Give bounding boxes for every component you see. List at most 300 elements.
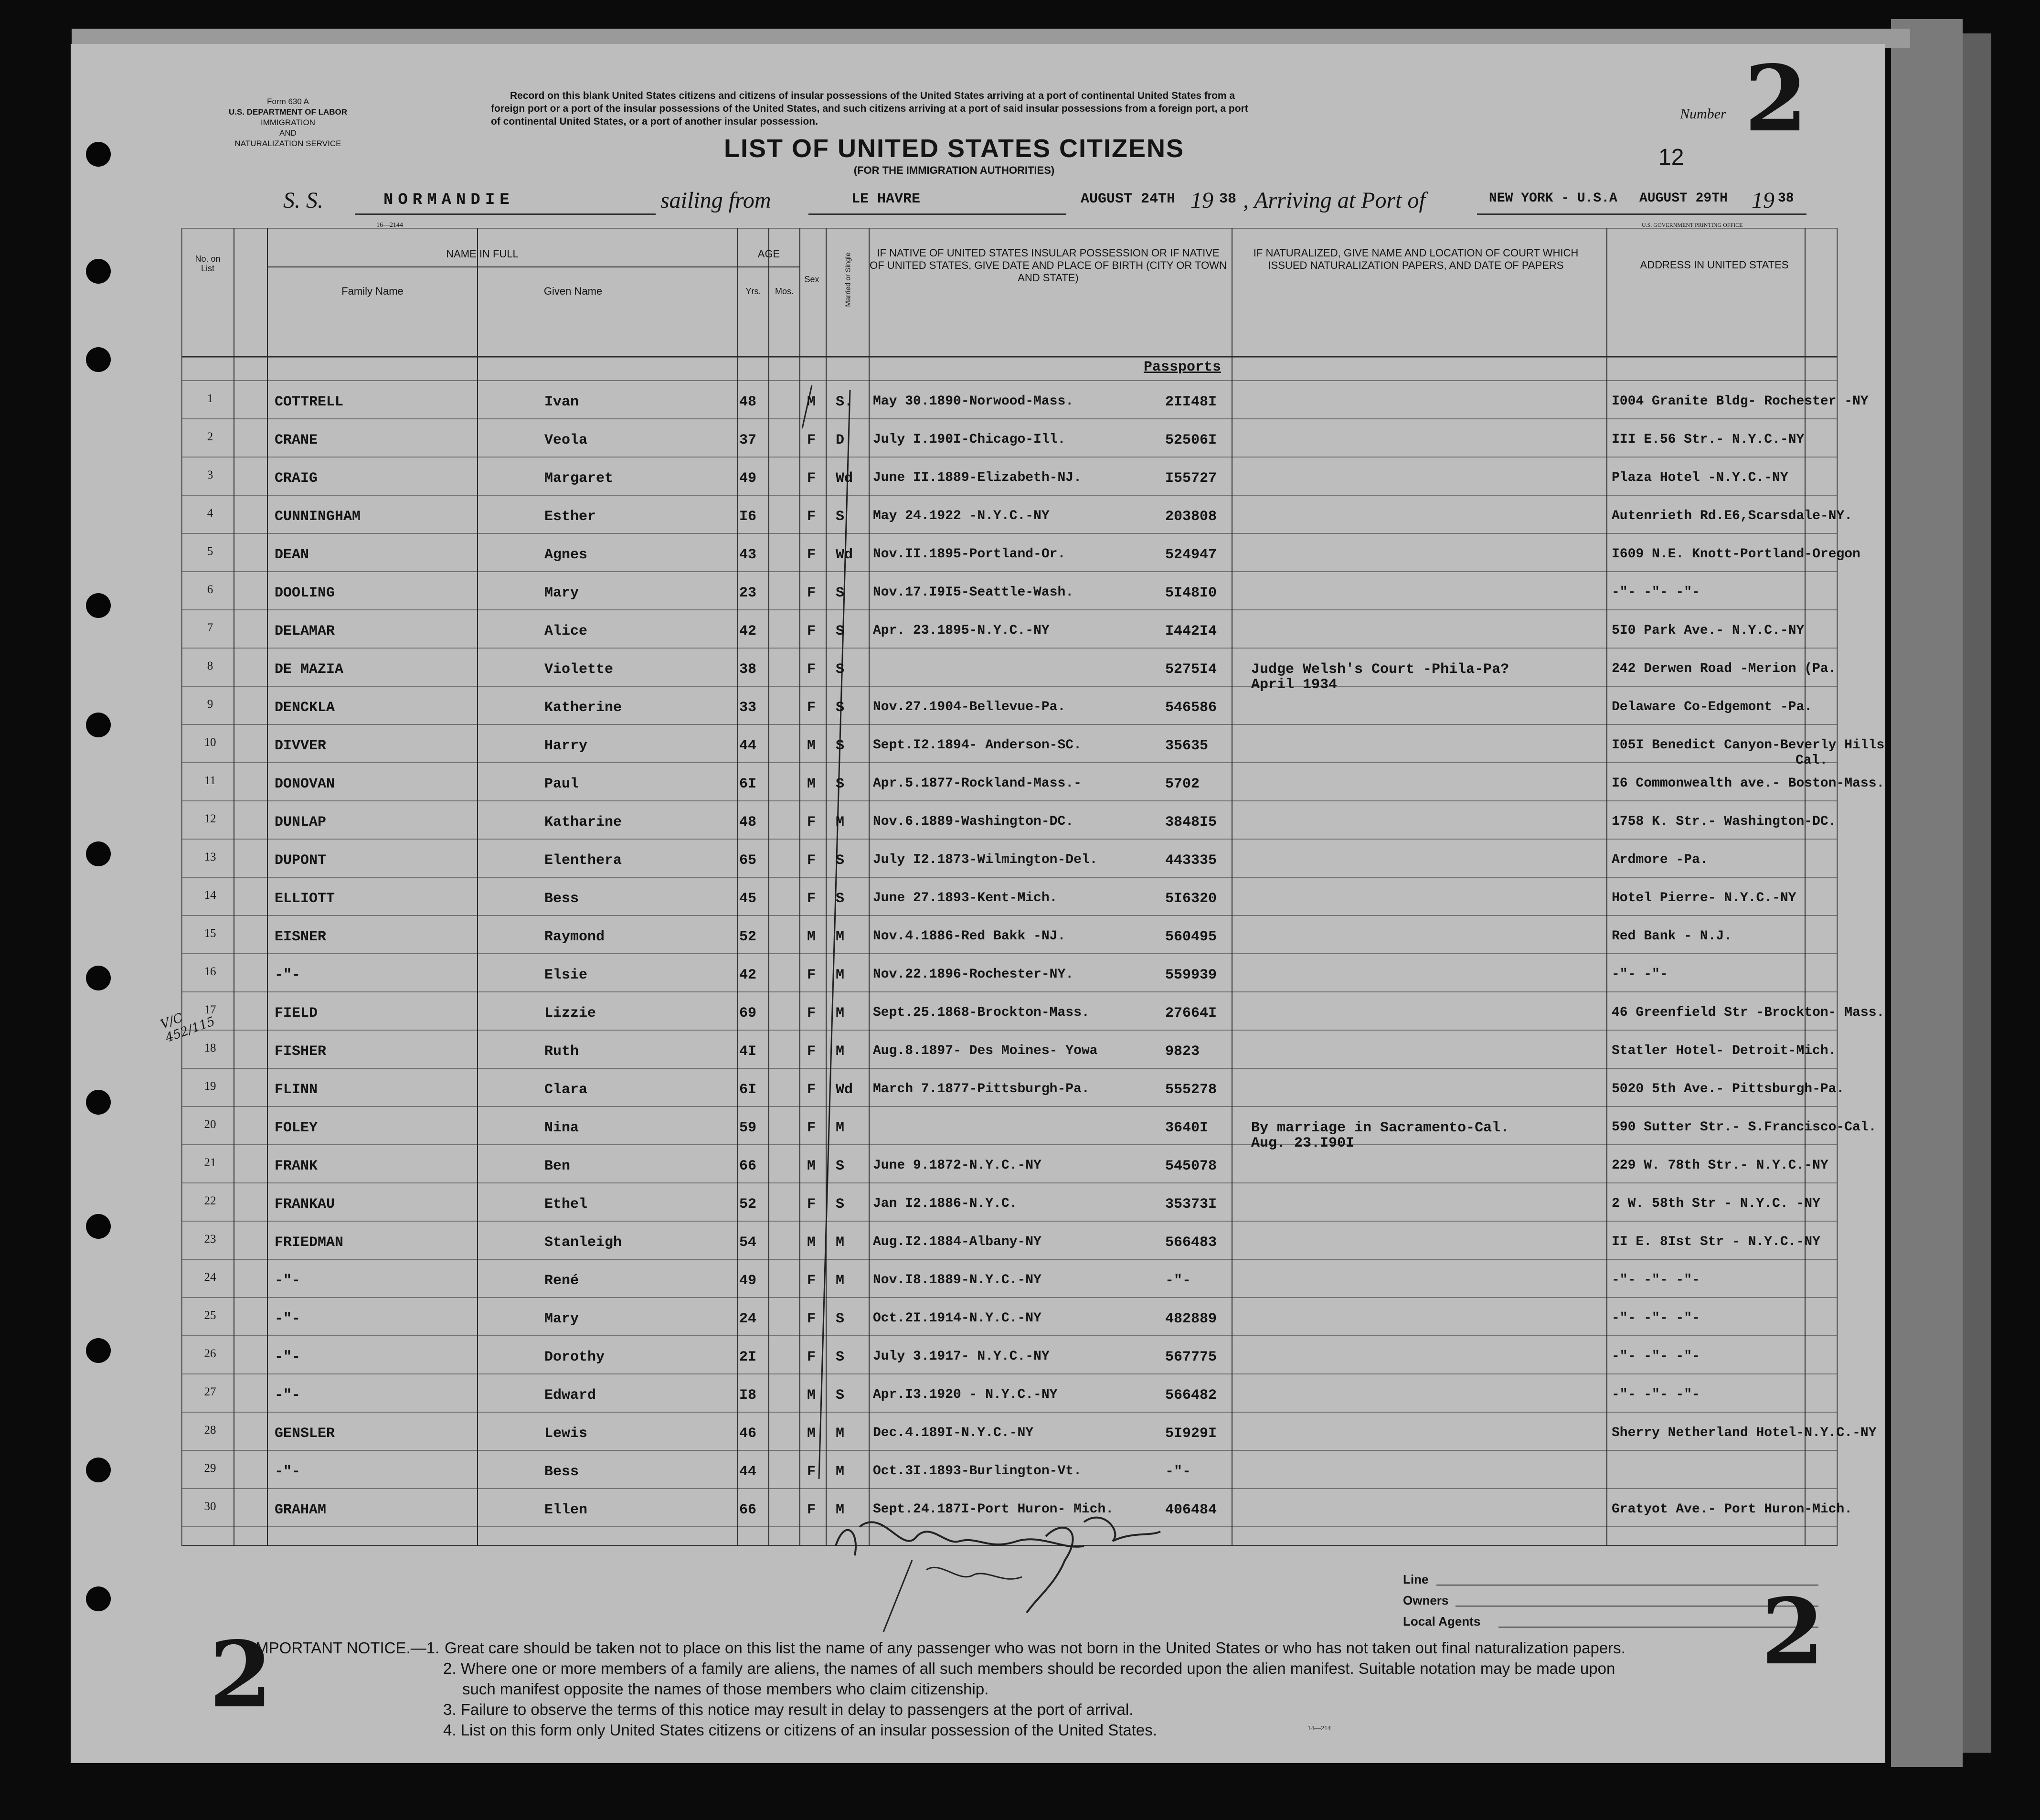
notice-big-number-right: 2 [1761,1578,1825,1685]
marital-status: Wd [836,1082,853,1098]
header-no: No. on List [195,254,221,273]
sex: M [807,1235,816,1251]
marital-status: D [836,432,845,448]
age-years: 48 [739,814,757,830]
printer-code-left: 16—2144 [376,222,403,229]
row-number: 15 [204,927,216,940]
marital-status: S [836,585,845,601]
passport-number: 52506I [1165,432,1217,448]
passport-number: 203808 [1165,509,1217,525]
local-agents-label: Local Agents [1403,1614,1481,1628]
arrival-port: NEW YORK - U.S.A [1489,191,1617,206]
family-name: -"- [275,1311,301,1327]
footer-code: 14—214 [1307,1725,1331,1732]
age-years: 44 [739,738,757,754]
sex: F [807,967,816,983]
document-page [71,44,1885,1763]
row-number: 9 [207,698,213,711]
given-name: Esther [544,509,596,525]
arrival-date: AUGUST 29TH [1639,191,1728,206]
birth-info: Sept.24.187I-Port Huron- Mich. [873,1502,1114,1517]
given-name: Bess [544,891,579,907]
age-years: 66 [739,1158,757,1174]
table-grid [181,228,1838,1546]
given-name: Dorothy [544,1349,605,1365]
sex: F [807,700,816,716]
binding-hole [86,966,111,990]
family-name: EISNER [275,929,327,945]
given-name: Clara [544,1082,588,1098]
us-address: 1758 K. Str.- Washington-DC. [1612,814,1837,829]
us-address: Autenrieth Rd.E6,Scarsdale-NY. [1612,509,1853,523]
family-name: ELLIOTT [275,891,335,907]
voyage-line [283,187,1859,221]
binding-hole [86,1458,111,1482]
birth-info: June II.1889-Elizabeth-NJ. [873,470,1082,485]
us-address: 5020 5th Ave.- Pittsburgh-Pa. [1612,1082,1845,1096]
us-address: Statler Hotel- Detroit-Mich. [1612,1043,1837,1058]
row-number: 29 [204,1462,216,1475]
us-address: 5I0 Park Ave.- N.Y.C.-NY [1612,623,1805,638]
marital-status: S [836,891,845,907]
sex: F [807,852,816,869]
us-address: I004 Granite Bldg- Rochester -NY [1612,394,1869,409]
given-name: Elsie [544,967,588,983]
binding-hole [86,593,111,618]
naturalization-date: April 1934 [1251,677,1338,693]
given-name: Mary [544,1311,579,1327]
us-address: Gratyot Ave.- Port Huron-Mich. [1612,1502,1853,1517]
marital-status: S [836,1349,845,1365]
sex: M [807,776,816,792]
row-number: 7 [207,621,213,634]
us-address: III E.56 Str.- N.Y.C.-NY [1612,432,1805,447]
departure-year-prefix: 19 [1190,188,1213,213]
family-name: -"- [275,1387,301,1404]
us-address: -"- -"- -"- [1612,1311,1700,1326]
row-number: 13 [204,851,216,863]
given-name: Ellen [544,1502,588,1518]
us-address: II E. 8Ist Str - N.Y.C.-NY [1612,1235,1820,1249]
given-name: Veola [544,432,588,448]
family-name: FRIEDMAN [275,1235,344,1251]
sex: F [807,623,816,639]
us-address: -"- -"- -"- [1612,585,1700,600]
given-name: Agnes [544,547,588,563]
birth-info: Aug.8.1897- Des Moines- Yowa [873,1043,1098,1058]
port-underline [1477,213,1806,215]
marital-status: M [836,1235,845,1251]
owners-label: Owners [1403,1593,1449,1607]
us-address: 229 W. 78th Str.- N.Y.C.-NY [1612,1158,1828,1173]
marital-status: S [836,738,845,754]
family-name: DEAN [275,547,309,563]
marital-status: S [836,1311,845,1327]
passport-number: I55727 [1165,470,1217,487]
arrival-year-prefix: 19 [1752,188,1774,213]
row-number: 10 [204,736,216,749]
row-number: 20 [204,1118,216,1131]
passport-number: 566482 [1165,1387,1217,1404]
binding-hole [86,142,111,167]
age-years: 46 [739,1426,757,1442]
row-number: 26 [204,1347,216,1360]
birth-info: Nov.I8.1889-N.Y.C.-NY [873,1273,1041,1288]
us-address: -"- -"- -"- [1612,1273,1700,1288]
margin-note: V/C 452/115 [159,1011,217,1045]
sex: M [807,738,816,754]
family-name: CRANE [275,432,318,448]
binding-hole [86,1214,111,1239]
birth-info: Jan I2.1886-N.Y.C. [873,1196,1018,1211]
sex: F [807,1005,816,1022]
marital-status: S. [836,394,853,410]
age-years: 4I [739,1043,757,1060]
row-number: 16 [204,965,216,978]
header-married: Married or Single [844,252,852,307]
marital-status: S [836,700,845,716]
marital-status: S [836,1196,845,1213]
passport-number: 2II48I [1165,394,1217,410]
us-address: Sherry Netherland Hotel-N.Y.C.-NY [1612,1426,1877,1440]
sex: F [807,1082,816,1098]
sex: M [807,1387,816,1404]
sex: F [807,470,816,487]
marital-status: M [836,814,845,830]
family-name: FOLEY [275,1120,318,1136]
binding-hole [86,1586,111,1611]
age-years: 44 [739,1464,757,1480]
family-name: DUPONT [275,852,327,869]
us-address: I609 N.E. Knott-Portland-Oregon [1612,547,1860,562]
given-name: René [544,1273,579,1289]
marital-status: S [836,509,845,525]
birth-info: Oct.3I.1893-Burlington-Vt. [873,1464,1082,1479]
sailing-label: sailing from [660,188,771,213]
naturalization-info: By marriage in Sacramento-Cal. [1251,1120,1509,1136]
form-dept: U.S. DEPARTMENT OF LABOR [228,107,348,117]
age-years: 24 [739,1311,757,1327]
family-name: DIVVER [275,738,327,754]
passenger-table [159,228,1885,1546]
passport-number: 524947 [1165,547,1217,563]
passport-number: -"- [1165,1464,1191,1480]
passport-number: 35373I [1165,1196,1217,1213]
age-years: 49 [739,1273,757,1289]
birth-info: March 7.1877-Pittsburgh-Pa. [873,1082,1090,1096]
handwritten-signature [817,1489,1246,1632]
sailing-from: LE HAVRE [851,191,921,207]
passport-number: 559939 [1165,967,1217,983]
sex: F [807,1273,816,1289]
row-number: 4 [207,507,213,520]
given-name: Harry [544,738,588,754]
sex: M [807,1158,816,1174]
marital-status: M [836,1043,845,1060]
row-number: 17 [204,1003,216,1016]
form-instructions [491,89,1666,128]
age-years: 6I [739,1082,757,1098]
us-address: I05I Benedict Canyon-Beverly Hills [1612,738,1885,753]
family-name: FISHER [275,1043,327,1060]
row-number: 5 [207,545,213,558]
binding-hole [86,259,111,284]
family-name: DOOLING [275,585,335,601]
passports-heading: Passports [1144,359,1222,375]
row-number: 28 [204,1424,216,1437]
sex: F [807,1502,816,1518]
us-address: -"- -"- [1612,967,1668,982]
notice-big-number-left: 2 [209,1621,273,1728]
row-number: 8 [207,660,213,672]
marital-status: S [836,776,845,792]
family-name: DUNLAP [275,814,327,830]
family-name: CRAIG [275,470,318,487]
arriving-label: , Arriving at Port of [1243,188,1425,213]
passport-number: 443335 [1165,852,1217,869]
age-years: 23 [739,585,757,601]
naturalization-date: Aug. 23.I90I [1251,1135,1355,1151]
header-address: ADDRESS IN UNITED STATES [1640,259,1789,271]
family-name: DELAMAR [275,623,335,639]
sex: F [807,1043,816,1060]
passport-number: 9823 [1165,1043,1200,1060]
instruction-line-1: Record on this blank United States citizens and citizens of insular possessions of the United States arriving at a port of continental United States from a [510,90,1235,101]
birth-info: Aug.I2.1884-Albany-NY [873,1235,1041,1249]
marital-status: M [836,967,845,983]
binding-hole [86,1338,111,1363]
passport-number: 5275I4 [1165,661,1217,678]
sheet-stack-edge [1891,19,1963,1767]
birth-info: Sept.25.1868-Brockton-Mass. [873,1005,1090,1020]
given-name: Katharine [544,814,622,830]
sex: F [807,661,816,678]
marital-status: M [836,1005,845,1022]
family-name: -"- [275,1273,301,1289]
age-years: 42 [739,967,757,983]
marital-status: S [836,1387,845,1404]
marital-status: Wd [836,547,853,563]
birth-info: Nov.17.I9I5-Seattle-Wash. [873,585,1074,600]
us-address: Red Bank - N.J. [1612,929,1732,944]
notice-line-4: 3. Failure to observe the terms of this notice may result in delay to passengers at the port of arrival. [443,1701,1134,1718]
birth-info: Nov.II.1895-Portland-Or. [873,547,1066,562]
header-age: AGE [757,248,780,260]
family-name: DONOVAN [275,776,335,792]
given-name: Ethel [544,1196,588,1213]
passport-number: 555278 [1165,1082,1217,1098]
given-name: Ruth [544,1043,579,1060]
row-number: 27 [204,1385,216,1398]
age-years: 66 [739,1502,757,1518]
given-name: Lizzie [544,1005,596,1022]
row-number: 6 [207,583,213,596]
notice-line-1: Great care should be taken not to place on this list the name of any passenger who was not born in the United States or who has not taken out final naturalization papers. [445,1639,1626,1657]
sex: F [807,1464,816,1480]
sheet-stack-edge-2 [1963,33,1991,1753]
given-name: Raymond [544,929,605,945]
given-name: Ben [544,1158,571,1174]
given-name: Ivan [544,394,579,410]
us-address: Hotel Pierre- N.Y.C.-NY [1612,891,1796,905]
given-name: Margaret [544,470,614,487]
binding-hole [86,713,111,737]
row-number: 11 [204,774,216,787]
row-number: 18 [204,1042,216,1054]
marital-status: S [836,852,845,869]
birth-info: June 27.1893-Kent-Mich. [873,891,1058,905]
age-years: 33 [739,700,757,716]
notice-lead: IMPORTANT NOTICE.—1. [251,1639,440,1657]
marital-status: M [836,1120,845,1136]
sex: F [807,1196,816,1213]
us-address-cont: Cal. [1796,753,1828,768]
passport-number: 567775 [1165,1349,1217,1365]
birth-info: Dec.4.189I-N.Y.C.-NY [873,1426,1034,1440]
passport-number: -"- [1165,1273,1191,1289]
age-years: 42 [739,623,757,639]
row-number: 30 [204,1500,216,1513]
header-name-in-full: NAME IN FULL [446,248,519,260]
sex: F [807,432,816,448]
family-name: GENSLER [275,1426,335,1442]
age-years: 2I [739,1349,757,1365]
header-given-name: Given Name [543,285,603,297]
birth-info: July I.190I-Chicago-Ill. [873,432,1066,447]
birth-info: Nov.27.1904-Bellevue-Pa. [873,700,1066,714]
sex: M [807,1426,816,1442]
age-years: 43 [739,547,757,563]
passport-number: 35635 [1165,738,1209,754]
header-family-name: Family Name [341,285,404,297]
given-name: Stanleigh [544,1235,622,1251]
marital-status: S [836,1158,845,1174]
passport-number: 5I48I0 [1165,585,1217,601]
marital-status: M [836,1426,845,1442]
sex: F [807,1349,816,1365]
family-name: DENCKLA [275,700,335,716]
birth-info: July 3.1917- N.Y.C.-NY [873,1349,1050,1364]
passport-number: 560495 [1165,929,1217,945]
passport-number: 482889 [1165,1311,1217,1327]
family-name: -"- [275,1349,301,1365]
us-address: -"- -"- -"- [1612,1349,1700,1364]
passport-number: 5I929I [1165,1426,1217,1442]
marital-status: S [836,661,845,678]
passport-number: 27664I [1165,1005,1217,1022]
age-years: 6I [739,776,757,792]
instruction-line-3: of continental United States, or a port of another insular possession. [491,116,818,127]
passport-number: 5702 [1165,776,1200,792]
marital-status: M [836,1273,845,1289]
row-number: 24 [204,1271,216,1284]
line-label: Line [1403,1572,1429,1586]
row-number: 19 [204,1080,216,1093]
us-address: 242 Derwen Road -Merion (Pa. [1612,661,1837,676]
age-years: 59 [739,1120,757,1136]
marital-status: S [836,623,845,639]
age-years: 52 [739,1196,757,1213]
sheet-number: 2 [1744,45,1808,152]
row-number: 12 [204,812,216,825]
birth-info: Apr.5.1877-Rockland-Mass.- [873,776,1082,791]
birth-info: Sept.I2.1894- Anderson-SC. [873,738,1082,753]
departure-date: AUGUST 24TH [1081,191,1176,207]
header-sex: Sex [804,275,819,284]
birth-info: Nov.22.1896-Rochester-NY. [873,967,1074,982]
sex: F [807,585,816,601]
age-years: 49 [739,470,757,487]
row-number: 1 [207,392,213,405]
birth-info: Apr.I3.1920 - N.Y.C.-NY [873,1387,1058,1402]
header-months: Mos. [775,287,794,296]
passport-number: I442I4 [1165,623,1217,639]
passport-number: 545078 [1165,1158,1217,1174]
family-name: FIELD [275,1005,318,1022]
page-number: 12 [1658,145,1684,170]
given-name: Lewis [544,1426,588,1442]
binding-hole [86,347,111,372]
instruction-line-2: foreign port or a port of the insular possessions of the United States, and such citizens arriving at a port of said insular possessions from a foreign port, a port [491,103,1248,114]
row-number: 21 [204,1156,216,1169]
family-name: CUNNINGHAM [275,509,361,525]
ss-label: S. S. [283,188,323,213]
given-name: Paul [544,776,579,792]
form-number: Form 630 A [267,97,309,106]
given-name: Katherine [544,700,622,716]
binding-hole [86,1090,111,1115]
birth-info: Nov.4.1886-Red Bakk -NJ. [873,929,1066,944]
row-number: 23 [204,1233,216,1245]
row-number: 3 [207,468,213,481]
form-service-1: IMMIGRATION [261,118,315,127]
notice-line-2: 2. Where one or more members of a family are aliens, the names of all such members should be recorded upon the alien manifest. Suitable notation may be made upon [443,1660,1615,1677]
marital-status: M [836,929,845,945]
notice-line-5: 4. List on this form only United States citizens or citizens of an insular possession of the United States. [443,1721,1157,1739]
family-name: COTTRELL [275,394,344,410]
sex: F [807,1120,816,1136]
us-address: I6 Commonwealth ave.- Boston-Mass. [1612,776,1885,791]
age-years: I8 [739,1387,757,1404]
notice-line-3: such manifest opposite the names of those members who claim citizenship. [462,1680,989,1698]
passport-number: 3848I5 [1165,814,1217,830]
sex: F [807,509,816,525]
marital-status: Wd [836,470,853,487]
family-name: -"- [275,1464,301,1480]
given-name: Bess [544,1464,579,1480]
us-address: 46 Greenfield Str -Brockton- Mass. [1612,1005,1885,1020]
given-name: Violette [544,661,614,678]
given-name: Elenthera [544,852,622,869]
sex: F [807,891,816,907]
arrival-year: 38 [1778,191,1794,206]
birth-info: Apr. 23.1895-N.Y.C.-NY [873,623,1050,638]
form-service-2: AND [279,128,297,138]
from-underline [808,213,1066,215]
birth-info: May 24.1922 -N.Y.C.-NY [873,509,1050,523]
sex: M [807,929,816,945]
passport-number: 3640I [1165,1120,1209,1136]
binding-hole [86,841,111,866]
header-years: Yrs. [745,287,761,296]
us-address: Ardmore -Pa. [1612,852,1708,867]
row-number: 25 [204,1309,216,1322]
age-years: 65 [739,852,757,869]
age-years: I6 [739,509,757,525]
form-id-block [209,96,367,149]
us-address: Delaware Co-Edgemont -Pa. [1612,700,1813,714]
header-naturalized: IF NATURALIZED, GIVE NAME AND LOCATION OF COURT WHICH ISSUED NATURALIZATION PAPERS, AND DATE OF PAPERS [1253,247,1579,271]
